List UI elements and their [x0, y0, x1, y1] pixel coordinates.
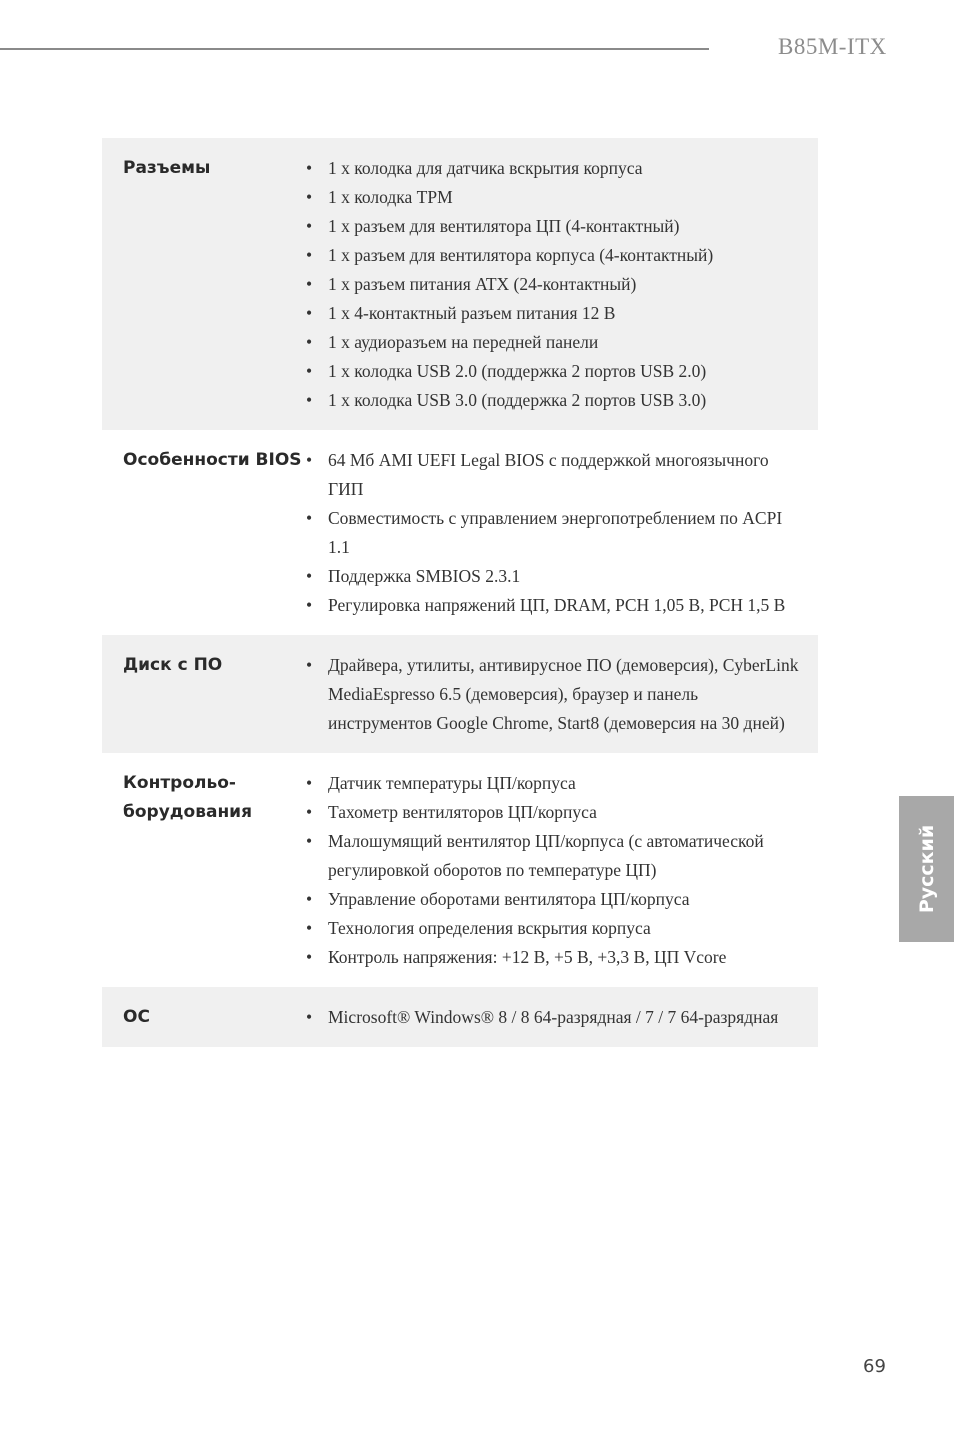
spec-list	[306, 154, 818, 415]
spec-item: • Малошумящий вентилятор ЦП/корпуса (с автоматической регулировкой оборотов по температуре ЦП)	[306, 827, 818, 885]
spec-list	[306, 769, 818, 972]
spec-label: ОС	[123, 1007, 150, 1027]
spec-list	[306, 651, 818, 738]
spec-list	[306, 446, 818, 620]
spec-item: • 1 x 4-контактный разъем питания 12 В	[306, 299, 818, 328]
spec-item: • 1 x колодка USB 2.0 (поддержка 2 портов USB 2.0)	[306, 357, 818, 386]
spec-item: • Датчик температуры ЦП/корпуса	[306, 769, 818, 798]
spec-item: • 1 x разъем для вентилятора корпуса (4-контактный)	[306, 241, 818, 270]
page-number: 69	[863, 1356, 886, 1377]
spec-label: Особенности BIOS	[123, 450, 302, 470]
spec-table	[102, 138, 818, 1047]
spec-row-os	[102, 987, 818, 1047]
spec-item: • 1 x аудиоразъем на передней панели	[306, 328, 818, 357]
spec-item: • Microsoft® Windows® 8 / 8 64-разрядная / 7 / 7 64-разрядная	[306, 1003, 818, 1032]
header-rule	[0, 48, 709, 50]
spec-item: • 1 x разъем питания ATX (24-контактный)	[306, 270, 818, 299]
spec-row-connectors	[102, 138, 818, 430]
spec-item: • 1 x колодка USB 3.0 (поддержка 2 портов USB 3.0)	[306, 386, 818, 415]
model-title: B85M-ITX	[778, 34, 887, 59]
spec-item: • 1 x разъем для вентилятора ЦП (4-контактный)	[306, 212, 818, 241]
spec-item: • Поддержка SMBIOS 2.3.1	[306, 562, 818, 591]
spec-item: • Совместимость с управлением энергопотреблением по ACPI 1.1	[306, 504, 818, 562]
spec-item: • Контроль напряжения: +12 В, +5 В, +3,3 В, ЦП Vcore	[306, 943, 818, 972]
spec-item: • 1 x колодка TPM	[306, 183, 818, 212]
spec-label: Диск с ПО	[123, 655, 223, 675]
spec-row-hardware-monitor	[102, 753, 818, 987]
spec-item: • 1 x колодка для датчика вскрытия корпуса	[306, 154, 818, 183]
spec-item: • 64 Мб AMI UEFI Legal BIOS с поддержкой многоязычного ГИП	[306, 446, 818, 504]
spec-list	[306, 1003, 818, 1032]
language-tab	[899, 796, 954, 942]
spec-row-bios	[102, 430, 818, 635]
spec-item: • Драйвера, утилиты, антивирусное ПО (демоверсия), CyberLink MediaEspresso 6.5 (демоверсия), браузер и панель инструментов Google Chrome, Start8 (демоверсия на 30 дней)	[306, 651, 818, 738]
spec-label: Разъемы	[123, 158, 211, 178]
spec-item: • Управление оборотами вентилятора ЦП/корпуса	[306, 885, 818, 914]
spec-item: • Тахометр вентиляторов ЦП/корпуса	[306, 798, 818, 827]
spec-label: Контрольо-борудования	[123, 773, 253, 822]
language-tab-label: Русский	[915, 824, 938, 914]
spec-row-software-disc	[102, 635, 818, 753]
spec-item: • Регулировка напряжений ЦП, DRAM, PCH 1,05 В, PCH 1,5 В	[306, 591, 818, 620]
spec-item: • Технология определения вскрытия корпуса	[306, 914, 818, 943]
